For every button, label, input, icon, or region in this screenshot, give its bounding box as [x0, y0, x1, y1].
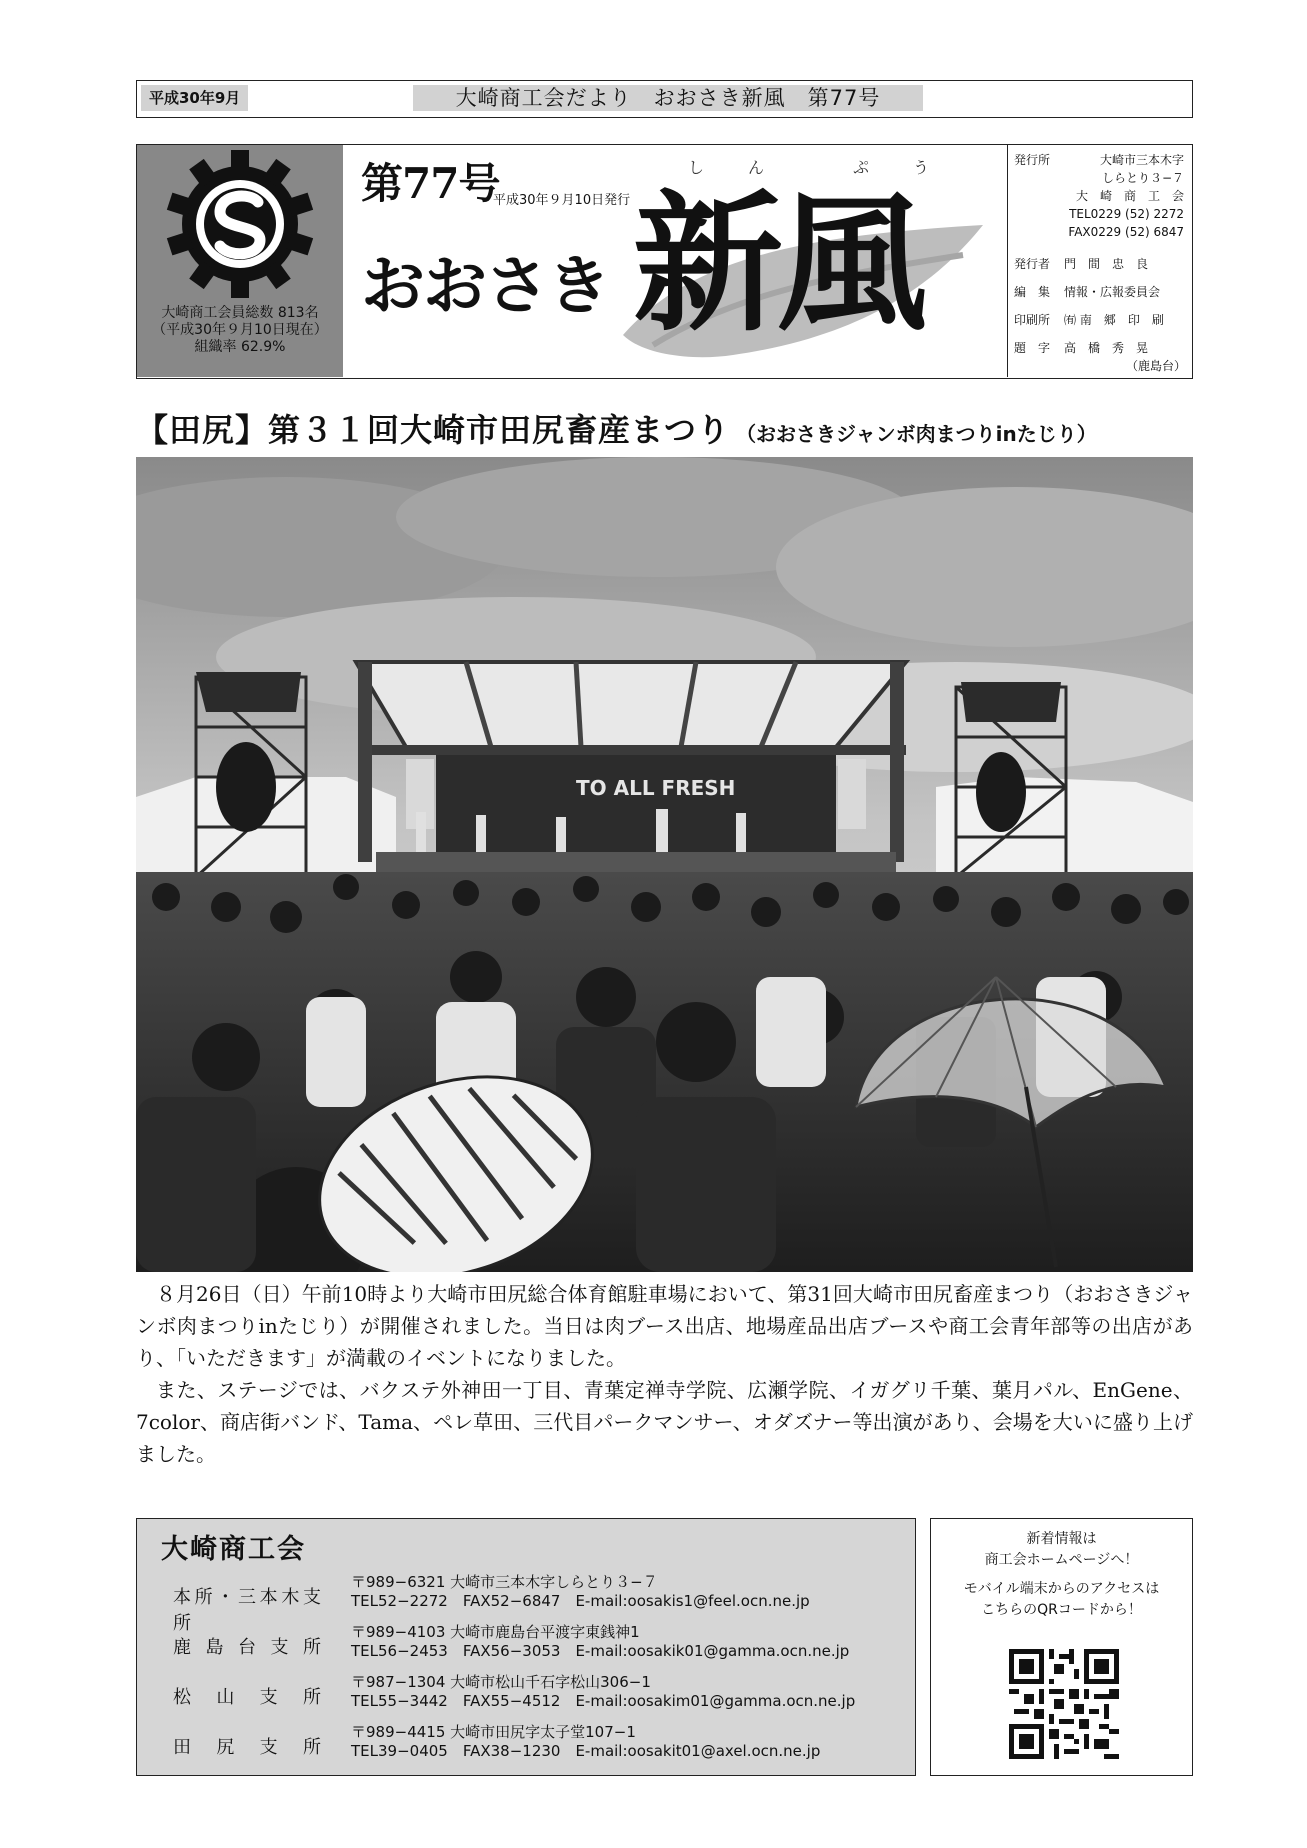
masthead-subtitle: おおさき	[361, 249, 609, 324]
office-name: 松山支所	[173, 1687, 323, 1708]
office-contact: TEL39−0405 FAX38−1230 E-mail:oosakit01@axel.ocn.ne.jp	[351, 1742, 821, 1760]
newsletter-title: 大崎商工会だより おおさき新風 第77号	[413, 85, 923, 111]
office-directory	[136, 1518, 916, 1776]
issue-month: 平成30年9月	[141, 85, 248, 111]
editor-name: 情報・広報委員会	[1064, 285, 1161, 299]
member-count: 大崎商工会員総数 813名	[161, 305, 319, 321]
office-name: 本所・三本木支所	[173, 1587, 323, 1634]
headline-sub: （おおさきジャンボ肉まつりinたじり）	[736, 422, 1097, 446]
publisher-name: 大 崎 商 工 会	[1075, 189, 1184, 203]
furigana: う	[913, 158, 930, 177]
festival-photo	[136, 457, 1193, 1272]
publisher-details	[1066, 151, 1184, 241]
office-contact: TEL52−2272 FAX52−6847 E-mail:oosakis1@feel.ocn.ne.jp	[351, 1592, 810, 1610]
qr-code-icon[interactable]	[1009, 1649, 1119, 1759]
organization-name: 大崎商工会	[161, 1534, 306, 1565]
editor-label: 編 集	[1014, 285, 1051, 299]
publisher-address-2: しらとり３−７	[1101, 171, 1184, 185]
festival-stage-image	[136, 457, 1193, 1272]
member-stats	[137, 305, 343, 356]
office-name: 鹿島台支所	[173, 1637, 323, 1658]
issuer-name: 門 間 忠 良	[1064, 257, 1149, 271]
headline-main: 【田尻】第３１回大崎市田尻畜産まつり	[136, 411, 731, 449]
office-address: 〒987−1304 大崎市松山千石字松山306−1	[351, 1673, 651, 1691]
office-contact: TEL56−2453 FAX56−3053 E-mail:oosakik01@gamma.ocn.ne.jp	[351, 1642, 850, 1660]
printer-label: 印刷所	[1014, 313, 1051, 327]
issue-number: 第77号	[361, 159, 500, 208]
furigana: し	[688, 158, 705, 177]
masthead-title-area	[343, 145, 1007, 377]
publisher-address-1: 大崎市三本木字	[1099, 153, 1184, 167]
logo-panel	[137, 145, 343, 377]
publication-info	[1007, 145, 1192, 377]
issuer-label: 発行者	[1014, 257, 1051, 271]
qr-text-line: 新着情報は	[1026, 1531, 1097, 1547]
membership-rate: 組織率 62.9%	[194, 339, 286, 355]
furigana: ん	[748, 158, 765, 177]
office-address: 〒989−6321 大崎市三本木字しらとり３−７	[351, 1573, 658, 1591]
office-address: 〒989−4103 大崎市鹿島台平渡字東銭神1	[351, 1623, 640, 1641]
member-count-date: （平成30年９月10日現在）	[152, 322, 328, 338]
calligrapher-name: 高 橋 秀 晃	[1064, 341, 1149, 355]
issue-date: 平成30年９月10日発行	[493, 193, 631, 208]
qr-info-box	[930, 1518, 1193, 1776]
office-contact: TEL55−3442 FAX55−4512 E-mail:oosakim01@gamma.ocn.ne.jp	[351, 1692, 856, 1710]
article-paragraph-2: また、ステージでは、バクステ外神田一丁目、青葉定禅寺学院、広瀬学院、イガグリ千葉、葉月パル、EnGene、7color、商店街バンド、Tama、ペレ草田、三代目パークマンサー、オダズナー等出演があり、会場を大いに盛り上げました。	[136, 1378, 1193, 1466]
article-body	[136, 1278, 1193, 1470]
calligrapher-note: （鹿島台）	[1126, 359, 1187, 373]
publisher-tel: TEL0229 (52) 2272	[1069, 207, 1184, 221]
qr-text-line: 商工会ホームページへ！	[984, 1552, 1139, 1568]
article-paragraph-1: ８月26日（日）午前10時より大崎市田尻総合体育館駐車場において、第31回大崎市田尻畜産まつり（おおさきジャンボ肉まつりinたじり）が開催されました。当日は肉ブース出店、地場産品出店ブースや商工会青年部等の出店があり、「いただきます」が満載のイベントになりました。	[136, 1282, 1193, 1370]
gear-s-logo-icon	[165, 149, 315, 299]
qr-text-line: こちらのQRコードから！	[981, 1602, 1142, 1618]
masthead	[136, 144, 1193, 379]
top-bar	[136, 80, 1193, 118]
furigana: ぷ	[853, 158, 870, 177]
printer-name: ㈲ 南 郷 印 刷	[1064, 313, 1164, 327]
office-name: 田尻支所	[173, 1737, 323, 1758]
article-headline	[136, 405, 1193, 449]
publisher-fax: FAX0229 (52) 6847	[1068, 225, 1184, 239]
calligraphy-label: 題 字	[1014, 341, 1051, 355]
qr-text-line: モバイル端末からのアクセスは	[963, 1581, 1160, 1597]
stage-banner-text: TO ALL FRESH	[576, 776, 736, 800]
masthead-name: 新風	[633, 176, 922, 352]
office-address: 〒989−4415 大崎市田尻字太子堂107−1	[351, 1723, 636, 1741]
publisher-label: 発行所	[1014, 153, 1051, 167]
